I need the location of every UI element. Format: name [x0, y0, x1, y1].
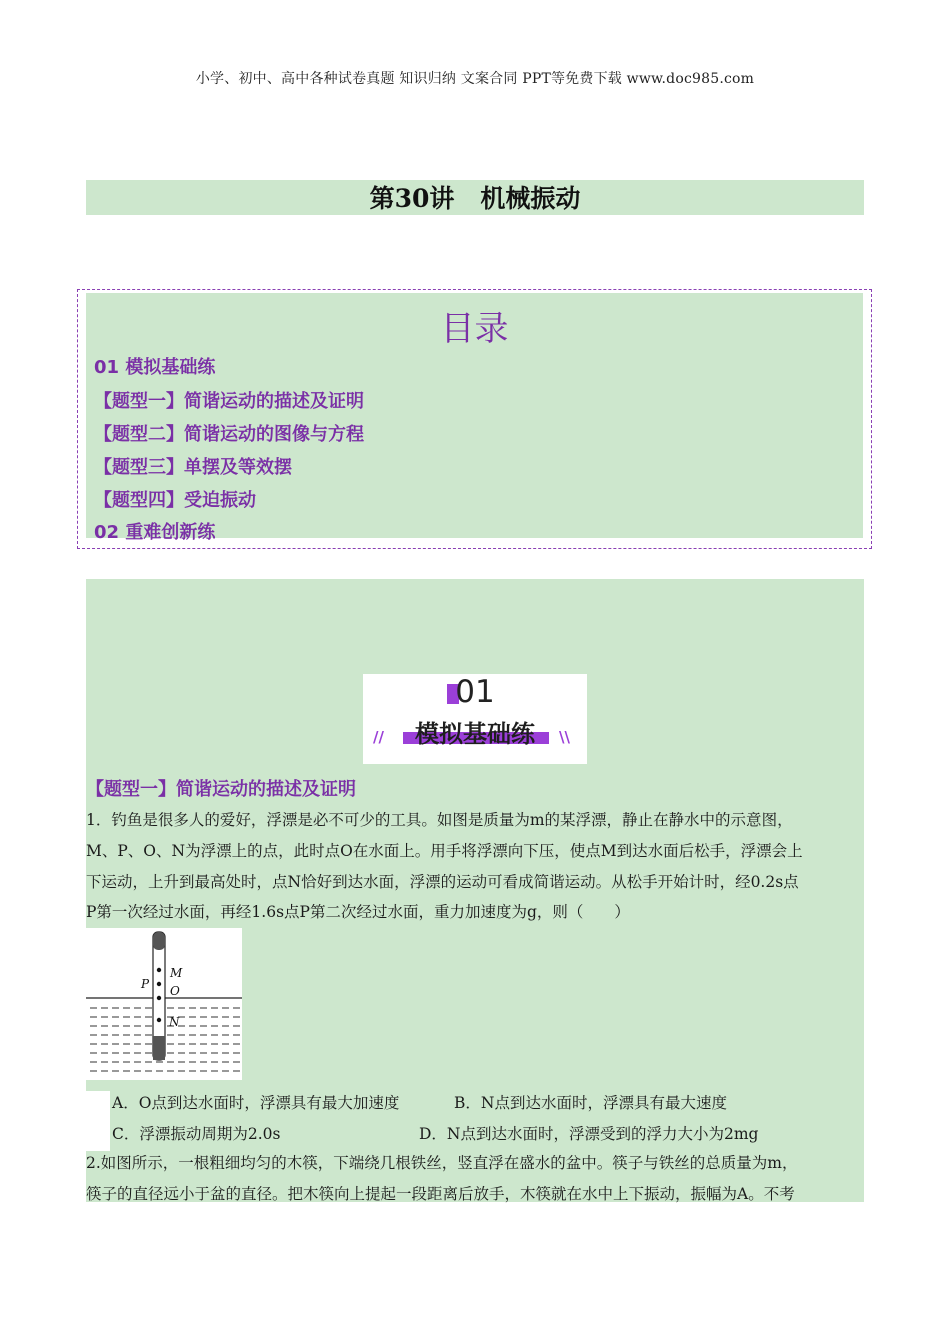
toc-heading: 目录 [440, 309, 509, 349]
section-banner [363, 674, 587, 764]
q1-line-4: P第一次经过水面，再经1.6s点P第二次经过水面，重力加速度为g，则（ ） [86, 903, 630, 921]
option-b[interactable]: B．N点到达水面时，浮漂具有最大速度 [454, 1094, 727, 1112]
lecture-topic: 机械振动 [480, 184, 581, 213]
q2-line-2: 筷子的直径远小于盆的直径。把木筷向上提起一段距离后放手，木筷就在水中上下振动，振幅为A。不考 [86, 1185, 795, 1203]
option-a[interactable]: A．O点到达水面时，浮漂具有最大加速度 [112, 1094, 400, 1112]
toc-panel [86, 293, 863, 543]
banner-label: 模拟基础练 [415, 720, 535, 748]
toc-item[interactable]: 01 模拟基础练 [94, 357, 216, 378]
toc-item[interactable]: 02 重难创新练 [94, 522, 216, 543]
question-type-heading: 【题型一】简谐运动的描述及证明 [86, 779, 356, 800]
toc-item[interactable]: 【题型一】简谐运动的描述及证明 [94, 391, 364, 412]
label-M: M [170, 966, 183, 980]
q1-line-3: 下运动，上升到最高处时，点N恰好到达水面，浮漂的运动可看成简谐运动。从松手开始计时，经0.2s点 [86, 873, 799, 891]
page-title [86, 180, 864, 215]
toc-item[interactable]: 【题型二】简谐运动的图像与方程 [94, 424, 364, 445]
float-figure [86, 928, 242, 1080]
toc-item[interactable]: 【题型三】单摆及等效摆 [94, 457, 292, 478]
lecture-number: 第30讲 [369, 184, 455, 213]
label-N: N [169, 1015, 180, 1029]
content-section [86, 579, 864, 1202]
option-d[interactable]: D．N点到达水面时，浮漂受到的浮力大小为2mg [419, 1125, 759, 1143]
banner-number: 01 [455, 674, 495, 710]
label-P: P [141, 977, 150, 991]
q1-line-2: M、P、O、N为浮漂上的点，此时点O在水面上。用手将浮漂向下压，使点M到达水面后松手，浮漂会上 [86, 842, 803, 860]
q2-line-1: 2.如图所示，一根粗细均匀的木筷，下端绕几根铁丝，竖直浮在盛水的盆中。筷子与铁丝的总质量为m， [86, 1154, 798, 1172]
options-margin [86, 1091, 110, 1151]
page-header: 小学、初中、高中各种试卷真题 知识归纳 文案合同 PPT等免费下载 www.doc985.com [195, 71, 755, 87]
float-diagram [86, 928, 242, 1080]
toc-item[interactable]: 【题型四】受迫振动 [94, 490, 256, 511]
label-O: O [170, 984, 180, 998]
slash-decoration-right: \\ [559, 728, 570, 746]
slash-decoration-left: // [373, 728, 384, 746]
q1-line-1: 1．钓鱼是很多人的爱好，浮漂是必不可少的工具。如图是质量为m的某浮漂，静止在静水中的示意图， [86, 811, 793, 829]
option-c[interactable]: C．浮漂振动周期为2.0s [112, 1125, 281, 1143]
table-of-contents [77, 289, 872, 549]
